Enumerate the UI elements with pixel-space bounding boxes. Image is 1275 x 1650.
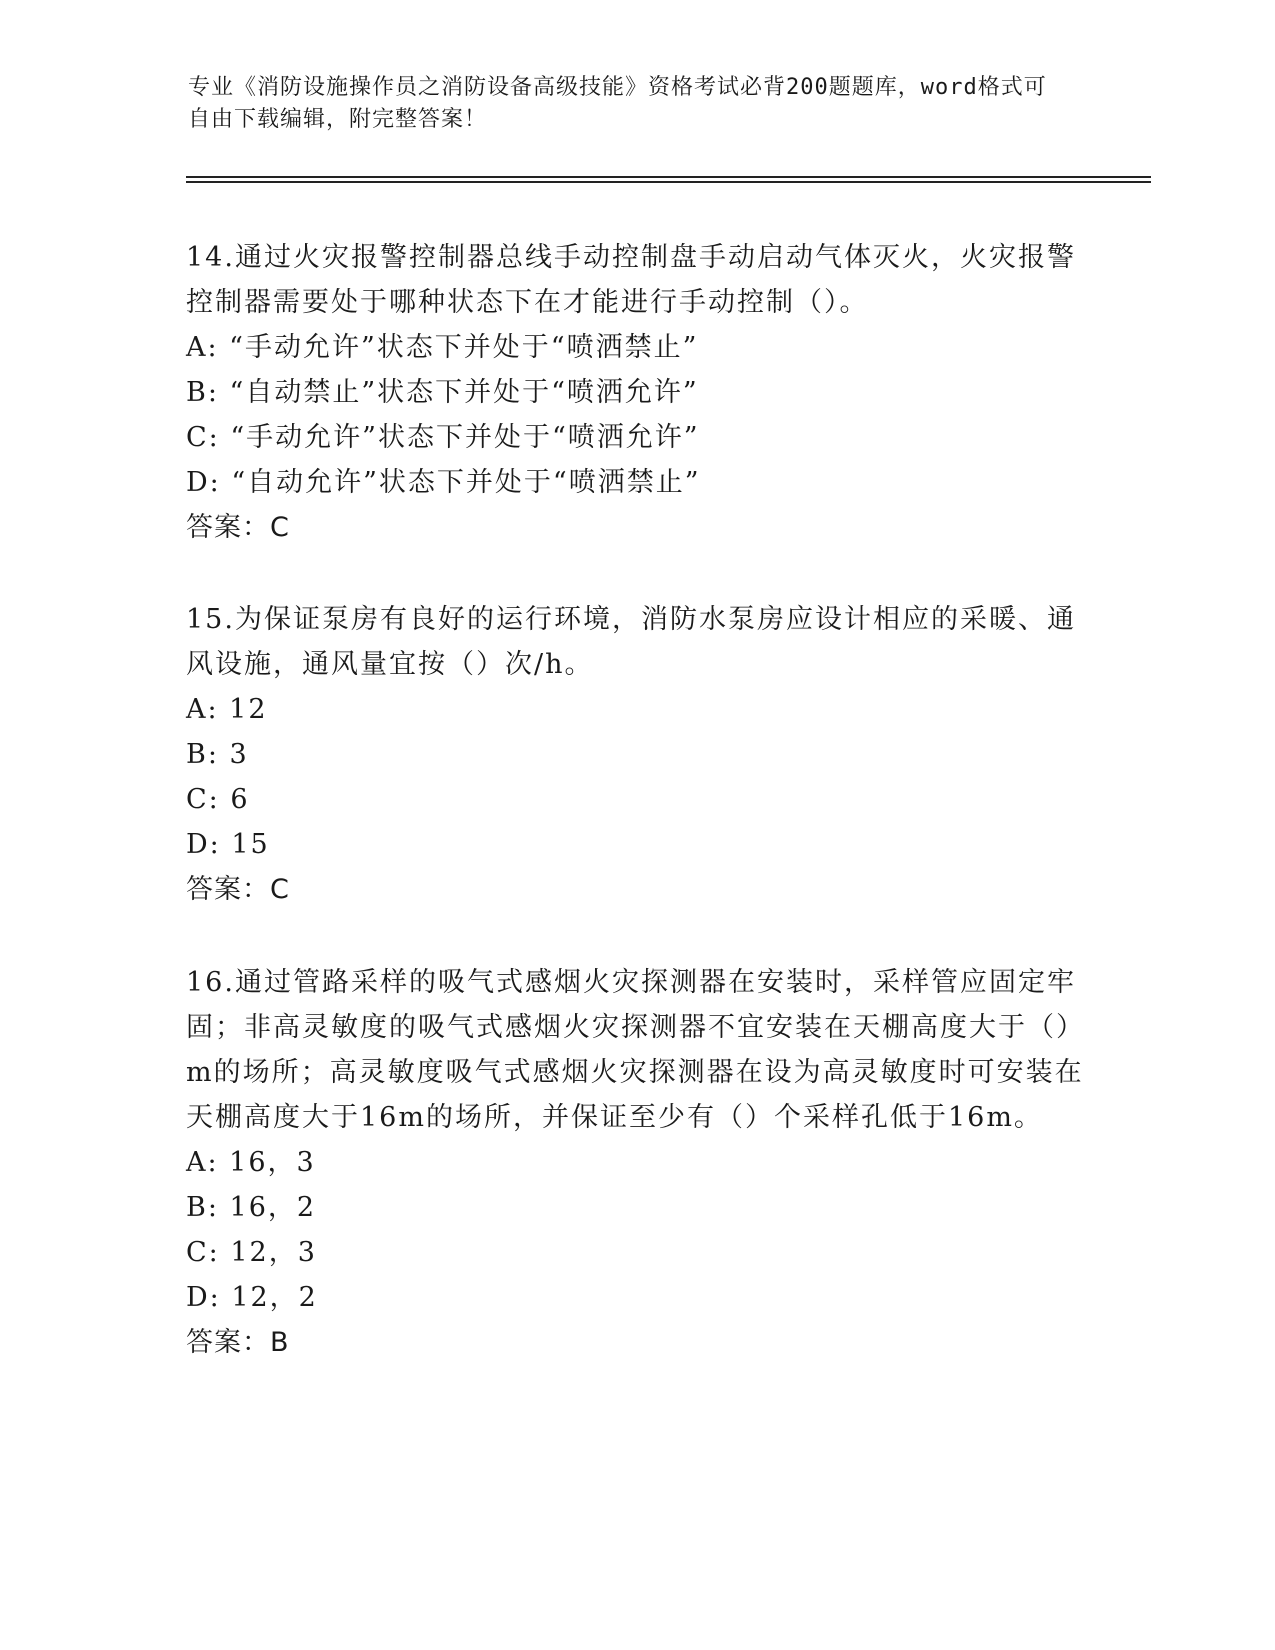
option-a: A: 12 — [186, 694, 268, 725]
option-a: A: “手动允许”状态下并处于“喷洒禁止” — [186, 332, 699, 363]
option-b: B: 3 — [186, 739, 249, 770]
question-15 — [186, 597, 1086, 912]
option-c: C: “手动允许”状态下并处于“喷洒允许” — [186, 422, 700, 453]
option-c: C: 6 — [186, 784, 250, 815]
option-c: C: 12，3 — [186, 1237, 317, 1268]
option-d: D: “自动允许”状态下并处于“喷洒禁止” — [186, 467, 701, 498]
document-header: 专业《消防设施操作员之消防设备高级技能》资格考试必背200题题库，word格式可自由下载编辑，附完整答案！ — [188, 75, 1047, 132]
header-divider-top — [186, 176, 1151, 178]
answer: 答案：C — [186, 512, 290, 543]
answer: 答案：C — [186, 874, 290, 905]
question-14 — [186, 235, 1086, 550]
option-d: D: 15 — [186, 829, 270, 860]
option-b: B: “自动禁止”状态下并处于“喷洒允许” — [186, 377, 699, 408]
question-stem: 16.通过管路采样的吸气式感烟火灾探测器在安装时，采样管应固定牢固；非高灵敏度的吸气式感烟火灾探测器不宜安装在天棚高度大于（）m的场所；高灵敏度吸气式感烟火灾探测器在设为高灵敏度时可安装在天棚高度大于16m的场所，并保证至少有（）个采样孔低于16m。 — [186, 967, 1085, 1133]
question-stem: 15.为保证泵房有良好的运行环境，消防水泵房应设计相应的采暖、通风设施，通风量宜按（）次/h。 — [186, 604, 1076, 680]
question-16 — [186, 960, 1086, 1365]
option-d: D: 12，2 — [186, 1282, 318, 1313]
answer: 答案：B — [186, 1327, 290, 1358]
option-b: B: 16，2 — [186, 1192, 317, 1223]
question-stem: 14.通过火灾报警控制器总线手动控制盘手动启动气体灭火，火灾报警控制器需要处于哪种状态下在才能进行手动控制（）。 — [186, 242, 1076, 318]
option-a: A: 16，3 — [186, 1147, 316, 1178]
header-divider-bottom — [186, 181, 1151, 183]
